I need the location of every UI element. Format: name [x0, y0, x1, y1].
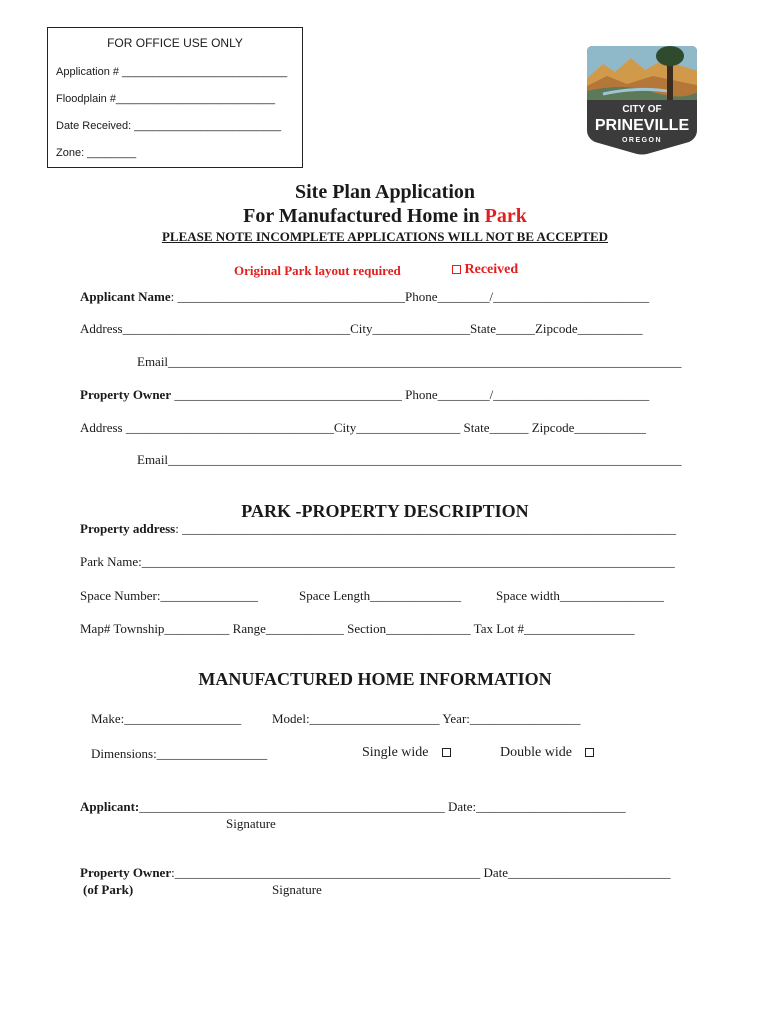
applicant-signature-row[interactable] — [80, 799, 626, 815]
single-wide-option[interactable] — [362, 745, 451, 761]
property-owner-label: Property Owner — [80, 387, 172, 402]
home-info-heading: MANUFACTURED HOME INFORMATION — [198, 669, 552, 689]
property-address-label: Property address — [80, 521, 176, 536]
logo-text-oregon: OREGON — [621, 137, 663, 144]
property-address-row[interactable] — [80, 521, 676, 537]
space-length-field[interactable]: Space Length______________ — [299, 588, 462, 603]
form-subtitle — [0, 205, 770, 228]
owner-signature-row[interactable] — [80, 865, 671, 881]
applicant-name-label: Applicant Name — [80, 289, 171, 304]
owner-address-row[interactable]: Address ________________________________City________________ State______ Zipcode___________ — [80, 420, 646, 435]
park-layout-required: Original Park layout required — [234, 263, 401, 278]
office-title: FOR OFFICE USE ONLY — [107, 36, 243, 50]
date-received-field[interactable]: Date Received: ________________________ — [56, 120, 282, 132]
space-width-field[interactable]: Space width________________ — [496, 588, 664, 603]
single-wide-checkbox[interactable] — [442, 748, 451, 757]
park-name-row[interactable]: Park Name:__________________________________________________________________________________ — [80, 554, 675, 569]
applicant-address-row[interactable]: Address___________________________________City_______________State______Zipcode__________ — [80, 321, 643, 336]
dimensions-field[interactable]: Dimensions:_________________ — [91, 746, 268, 761]
applicant-signature-line[interactable]: _______________________________________________ Date:_______________________ — [139, 799, 626, 814]
double-wide-option[interactable] — [500, 745, 594, 761]
model-year-field[interactable]: Model:____________________ Year:_________________ — [272, 711, 581, 726]
received-label: Received — [464, 262, 519, 277]
property-owner-line[interactable]: ___________________________________ Phone________/________________________ — [171, 387, 650, 402]
incomplete-notice: PLEASE NOTE INCOMPLETE APPLICATIONS WILL NOT BE ACCEPTED — [161, 229, 609, 244]
logo-text-prineville: PRINEVILLE — [594, 117, 690, 134]
double-wide-label: Double wide — [500, 745, 572, 760]
city-of-prineville-logo — [583, 42, 701, 156]
zone-field[interactable]: Zone: ________ — [56, 147, 137, 159]
make-field[interactable]: Make:__________________ — [91, 711, 242, 726]
map-township-row[interactable]: Map# Township__________ Range____________ Section_____________ Tax Lot #_________________ — [80, 621, 635, 636]
applicant-signature-label: Applicant: — [80, 799, 140, 814]
form-subtitle-park: Park — [484, 205, 527, 227]
applicant-signature-caption: Signature — [226, 816, 276, 831]
form-title: Site Plan Application — [294, 181, 476, 203]
double-wide-checkbox[interactable] — [585, 748, 594, 757]
received-checkbox-row[interactable] — [452, 262, 518, 278]
applicant-email-row[interactable]: Email_______________________________________________________________________________ — [137, 354, 682, 369]
owner-signature-line[interactable]: :_______________________________________________ Date_________________________ — [171, 865, 671, 880]
form-subtitle-prefix: For Manufactured Home in — [243, 205, 485, 227]
applicant-name-row[interactable] — [80, 289, 649, 305]
single-wide-label: Single wide — [362, 745, 429, 760]
owner-email-row[interactable]: Email_______________________________________________________________________________ — [137, 452, 682, 467]
applicant-name-line[interactable]: : ___________________________________Phone________/________________________ — [170, 289, 650, 304]
application-number-field[interactable]: Application # ___________________________ — [56, 66, 288, 78]
property-owner-row[interactable] — [80, 387, 649, 403]
logo-text-city-of: CITY OF — [622, 104, 662, 115]
office-use-box — [47, 27, 303, 168]
floodplain-field[interactable]: Floodplain #__________________________ — [56, 93, 275, 105]
park-property-heading: PARK -PROPERTY DESCRIPTION — [241, 501, 529, 521]
space-number-field[interactable]: Space Number:_______________ — [80, 588, 259, 603]
owner-signature-caption: Signature — [272, 882, 322, 897]
property-address-line[interactable]: : ____________________________________________________________________________ — [175, 521, 677, 536]
received-checkbox[interactable] — [452, 265, 461, 274]
owner-of-park-caption: (of Park) — [83, 882, 134, 897]
owner-signature-label: Property Owner — [80, 865, 172, 880]
